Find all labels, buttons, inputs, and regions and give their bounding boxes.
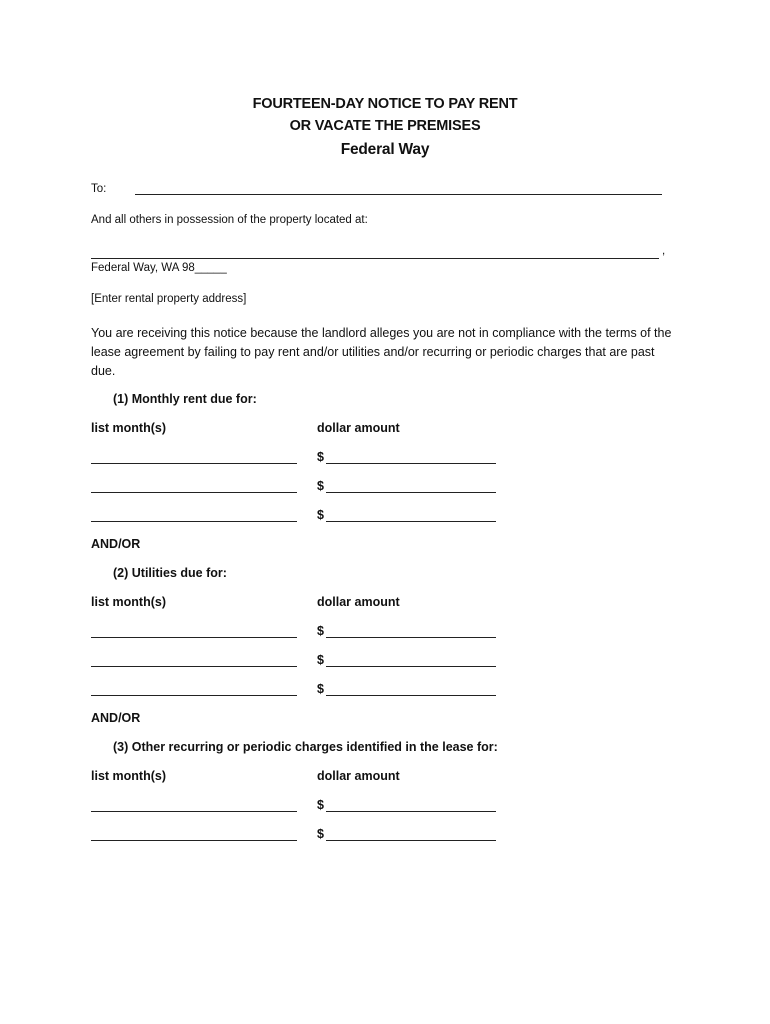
amount-blank-line[interactable]	[326, 811, 496, 812]
to-blank-line[interactable]	[135, 194, 662, 195]
month-blank-line[interactable]	[91, 811, 297, 812]
dollar-sign: $	[317, 653, 324, 667]
intro-paragraph: You are receiving this notice because the landlord alleges you are not in compliance with the terms of the lease agreement by failing to pay rent and/or utilities and/or recurring or periodic charges that are past due.	[91, 326, 672, 378]
amount-blank-line[interactable]	[326, 695, 496, 696]
section-1-amount-header: dollar amount	[317, 421, 400, 435]
title-line-3: Federal Way	[340, 141, 430, 158]
dollar-sign: $	[317, 479, 324, 493]
section-3-month-header: list month(s)	[91, 769, 166, 783]
month-blank-line[interactable]	[91, 695, 297, 696]
amount-blank-line[interactable]	[326, 463, 496, 464]
month-blank-line[interactable]	[91, 637, 297, 638]
address-hint: [Enter rental property address]	[91, 293, 247, 305]
amount-blank-line[interactable]	[326, 840, 496, 841]
section-2-heading: (2) Utilities due for:	[113, 566, 227, 580]
dollar-sign: $	[317, 624, 324, 638]
month-blank-line[interactable]	[91, 521, 297, 522]
section-3-amount-header: dollar amount	[317, 769, 400, 783]
dollar-sign: $	[317, 508, 324, 522]
section-3-heading: (3) Other recurring or periodic charges identified in the lease for:	[113, 740, 498, 754]
dollar-sign: $	[317, 798, 324, 812]
city-line: Federal Way, WA 98_____	[91, 262, 227, 274]
address-comma: ,	[662, 245, 666, 257]
section-1-month-header: list month(s)	[91, 421, 166, 435]
section-2-month-header: list month(s)	[91, 595, 166, 609]
section-2-amount-header: dollar amount	[317, 595, 400, 609]
andor-label-2: AND/OR	[91, 711, 141, 725]
to-label: To:	[91, 183, 107, 195]
amount-blank-line[interactable]	[326, 492, 496, 493]
andor-label-1: AND/OR	[91, 537, 141, 551]
address-blank-line[interactable]	[91, 258, 659, 259]
month-blank-line[interactable]	[91, 666, 297, 667]
amount-blank-line[interactable]	[326, 666, 496, 667]
section-1-heading: (1) Monthly rent due for:	[113, 392, 257, 406]
dollar-sign: $	[317, 450, 324, 464]
title-line-2: OR VACATE THE PREMISES	[289, 118, 481, 134]
amount-blank-line[interactable]	[326, 637, 496, 638]
title-line-1: FOURTEEN-DAY NOTICE TO PAY RENT	[252, 96, 518, 112]
dollar-sign: $	[317, 682, 324, 696]
month-blank-line[interactable]	[91, 840, 297, 841]
month-blank-line[interactable]	[91, 492, 297, 493]
dollar-sign: $	[317, 827, 324, 841]
possession-text: And all others in possession of the property located at:	[91, 214, 368, 226]
amount-blank-line[interactable]	[326, 521, 496, 522]
month-blank-line[interactable]	[91, 463, 297, 464]
